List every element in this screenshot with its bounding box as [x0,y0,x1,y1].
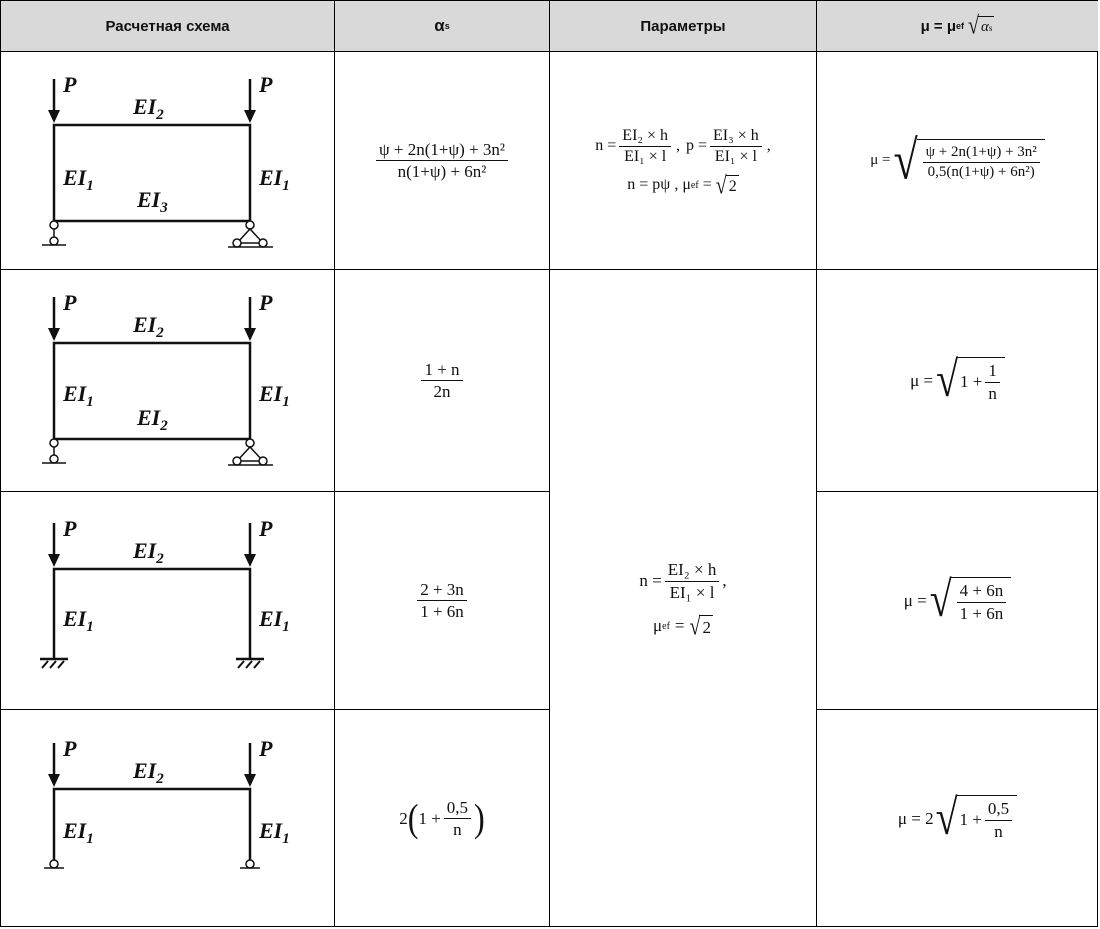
mu-fraction-4 [985,798,1012,842]
param-line2-eq: = [702,176,712,193]
column-left-label: $EI_1$ [63,165,94,194]
param-sep-2: , [766,137,771,154]
alpha-fraction-4 [444,797,471,841]
shared-sep: , [722,571,727,590]
column-left-label: $EI_1$ [63,818,94,847]
mu-cell-4 [817,710,1098,927]
header-sqrt: √ α s [968,12,993,40]
hinge-support-left [44,860,64,868]
shared-params-line-1 [639,559,726,603]
header-mu-text: μ = μ [920,17,957,35]
alpha-coef-4: 2 [399,808,408,828]
alpha-num-4: 0,5 [444,797,471,819]
param-line2-root: 2 [726,175,739,196]
header-mu [817,1,1098,51]
load-label-right: P [259,72,273,97]
header-alpha-sub: s [444,21,450,31]
shared-n-lhs: n = [639,571,662,590]
param-p-lhs: p = [686,137,708,154]
param-line2: n = pψ , μ [627,176,691,193]
alpha-expr-4: 2 ( 1 + $\frac{0,5}{n}$ ) [399,796,485,840]
mu-expr-4 [897,789,1017,846]
params-line-1 [595,126,770,167]
hinge-support-right [240,860,260,868]
mu-fraction-3 [957,580,1007,624]
roller-support-left [42,439,66,463]
mu-cell-1 [817,52,1098,269]
load-arrow-right [244,297,256,341]
roller-support-left [42,221,66,245]
frame-scheme-2 [1,270,334,491]
load-arrow-right [244,79,256,123]
shared-root: 2 [699,615,713,638]
alpha-fraction-3 [417,579,467,623]
load-label-right: P [259,736,273,761]
alpha-num-1: ψ + 2n(1+ψ) + 3n² [376,139,508,161]
alpha-den-4: n [453,820,462,839]
shared-sqrt: √ 2 [689,612,711,640]
alpha-den-1: n(1+ψ) + 6n² [397,162,487,181]
pin-support-right [228,221,273,247]
beam-label: $EI_2$ [133,758,164,787]
mu-num-3: 4 + 6n [957,580,1007,602]
lower-beam-label: $EI_2$ [137,405,168,434]
mu-sqrt-1: √ $\frac{\text{ψ + 2n(1+ψ) + 3n²}}{\text{0,5(n(1+ψ) + 6n²)}}$ [893,139,1044,183]
alpha-num-2: 1 + n [421,359,462,381]
alpha-cell-4 [335,710,549,927]
param-p-den: EI₁ × l [714,147,757,165]
alpha-den-2: 2n [433,382,451,401]
mu-fraction-1 [923,143,1040,182]
mu-lhs-1: μ = [870,152,891,168]
beam-label: $EI_2$ [133,312,164,341]
load-label-left: P [63,736,77,761]
header-scheme [1,1,334,51]
mu-num-4: 0,5 [985,798,1012,820]
mu-expr-3 [903,571,1012,628]
param-n-lhs: n = [595,137,617,154]
frame-scheme-3 [1,492,334,709]
load-label-left: P [63,516,77,541]
mu-den-2: n [988,383,997,403]
pin-support-right [228,439,273,465]
mu-fraction-2 [985,360,1000,404]
mu-expr-2 [910,351,1005,408]
alpha-fraction-2 [421,359,462,403]
header-mu-s: s [988,22,993,33]
shared-n-frac [665,559,720,603]
header-alpha-symbol: α [434,16,445,35]
column-left-label: $EI_1$ [63,606,94,635]
shared-mu-ef: μ [653,616,663,636]
beam-label: $EI_2$ [133,538,164,567]
alpha-cell-2 [335,270,549,491]
mu-expr-1 [870,129,1045,191]
shared-params-line-2 [653,612,713,640]
header-alpha [335,1,549,51]
shared-n-den: EI₁ × l [669,582,715,602]
param-line2-sub: ef [690,179,699,191]
mu-cell-2 [817,270,1098,491]
load-arrow-left [48,743,60,787]
mu-den-3: 1 + 6n [959,603,1004,623]
column-right-label: $EI_1$ [259,606,290,635]
load-label-left: P [63,290,77,315]
load-arrow-right [244,743,256,787]
param-n-den: EI₁ × l [624,147,667,165]
mu-sqrt-4: √ 1 + $\frac{0,5}{n}$ [936,795,1018,842]
mu-sqrt-3: √ $\frac{4 + 6n}{1 + 6n}$ [930,577,1012,624]
mu-den-4: n [994,821,1003,841]
param-sep-1: , [676,137,680,154]
column-right-label: $EI_1$ [259,165,290,194]
header-params [550,1,816,51]
alpha-fraction-1 [376,139,508,183]
param-line2-sqrt: √ 2 [715,171,737,199]
mu-cell-3 [817,492,1098,709]
mu-lhs-4: μ = 2 [897,808,934,828]
header-mu-ef: ef [956,21,965,31]
column-left-label: $EI_1$ [63,381,94,410]
fixed-support-right [236,659,264,668]
header-params-label: Параметры [640,17,726,35]
mu-inner-2: 1 + [960,372,983,391]
mu-lhs-3: μ = [903,590,927,610]
shared-mu-ef-sub: ef [662,620,670,632]
header-scheme-label: Расчетная схема [105,17,230,35]
load-label-right: P [259,516,273,541]
fixed-support-left [40,659,68,668]
alpha-inner-4: 1 + [418,808,441,828]
column-right-label: $EI_1$ [259,381,290,410]
mu-num-1: ψ + 2n(1+ψ) + 3n² [923,143,1040,163]
alpha-num-3: 2 + 3n [417,579,467,601]
load-arrow-right [244,523,256,567]
frame-scheme-4 [1,710,334,927]
frame-scheme-1 [1,52,334,269]
lower-beam-label: $EI_3$ [137,187,168,216]
mu-lhs-2: μ = [910,370,934,390]
alpha-cell-1 [335,52,549,269]
params-cell-1 [550,52,816,269]
param-p-num: EI₃ × h [710,126,762,147]
params-cell-shared [550,270,816,927]
load-arrow-left [48,79,60,123]
load-label-right: P [259,290,273,315]
load-label-left: P [63,72,77,97]
alpha-cell-3 [335,492,549,709]
param-n-frac [619,126,671,167]
shared-eq: = [674,616,685,636]
params-line-2 [627,171,738,199]
mu-den-1: 0,5(n(1+ψ) + 6n²) [927,163,1035,180]
shared-n-num: EI₂ × h [665,559,720,581]
column-right-label: $EI_1$ [259,818,290,847]
param-p-frac [710,126,762,167]
mu-sqrt-2: √ 1 + $\frac{1}{n}$ [936,357,1005,404]
load-arrow-left [48,297,60,341]
mu-num-2: 1 [985,360,1000,382]
param-n-num: EI₂ × h [619,126,671,147]
header-mu-alpha: α [981,19,989,35]
beam-label: $EI_2$ [133,94,164,123]
alpha-den-3: 1 + 6n [420,602,464,621]
load-arrow-left [48,523,60,567]
mu-inner-4: 1 + [959,810,982,829]
